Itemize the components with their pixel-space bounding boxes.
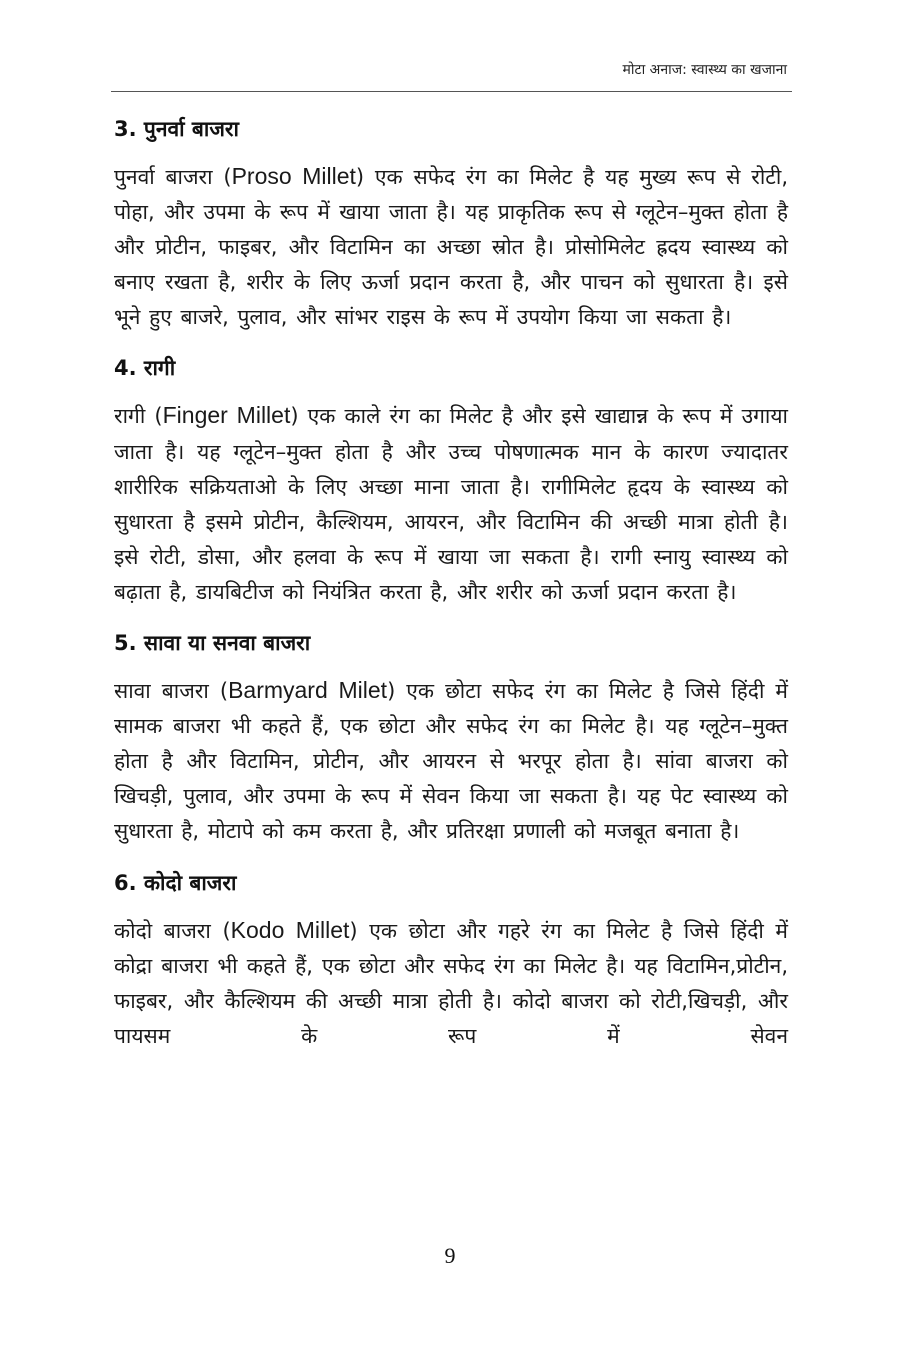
section-title: 6. कोदो बाजरा — [114, 870, 237, 895]
english-term: Proso Millet — [231, 163, 356, 189]
header-rule — [111, 91, 792, 92]
english-term: Kodo Millet — [230, 916, 350, 943]
running-header: मोटा अनाज: स्वास्थ्य का खजाना — [622, 62, 787, 78]
section-title: 5. सावा या सनवा बाजरा — [114, 631, 311, 656]
section-title: 4. रागी — [114, 356, 176, 381]
section-paragraph: रागी (Finger Millet) एक काले रंग का मिलेट है और इसे खाद्यान्न के रूप में उगाया जाता है। यह ग्लूटेन–मुक्त होता है और उच्च पोषणात्मक मान के कारण ज्यादातर शारीरिक सक्रियताओ के लिए अच्छा माना जाता है। रागीमिलेट हृदय के स्वास्थ्य को सुधारता है इसमे प्रोटीन, कैल्शियम, आयरन, और विटामिन की अच्छी मात्रा होती है। इसे रोटी, डोसा, और हलवा के रूप में खाया जा सकता है। रागी स्नायु स्वास्थ्य को बढ़ाता है, डायबिटीज को नियंत्रित करता है, और शरीर को ऊर्जा प्रदान करता है। — [114, 402, 788, 604]
page-number: 9 — [444, 1243, 456, 1268]
section-title: 3. पुनर्वा बाजरा — [114, 117, 239, 141]
section-paragraph: कोदो बाजरा (Kodo Millet) एक छोटा और गहरे रंग का मिलेट है जिसे हिंदी में कोद्रा बाजरा भी कहते हैं, एक छोटा और सफेद रंग का मिलेट है। यह विटामिन,प्रोटीन, फाइबर, और कैल्शियम की अच्छी मात्रा होती है। कोदो बाजरा को रोटी,खिचड़ी, और पायसम के रूप में सेवन — [114, 916, 788, 1048]
section-paragraph: पुनर्वा बाजरा (Proso Millet) एक सफेद रंग का मिलेट है यह मुख्य रूप से रोटी, पोहा, और उपमा के रूप में खाया जाता है। यह प्राकृतिक रूप से ग्लूटेन–मुक्त होता है और प्रोटीन, फाइबर, और विटामिन का अच्छा स्रोत है। प्रोसोमिलेट ह्रदय स्वास्थ्य को बनाए रखता है, शरीर के लिए ऊर्जा प्रदान करता है, और पाचन को सुधारता है। इसे भूने हुए बाजरे, पुलाव, और सांभर राइस के रूप में उपयोग किया जा सकता है। — [114, 163, 788, 330]
english-term: Barmyard Milet — [228, 677, 388, 704]
section-paragraph: सावा बाजरा (Barmyard Milet) एक छोटा सफेद रंग का मिलेट है जिसे हिंदी में सामक बाजरा भी कहते हैं, एक छोटा और सफेद रंग का मिलेट है। यह ग्लूटेन–मुक्त होता है और विटामिन, प्रोटीन, और आयरन से भरपूर होता है। सांवा बाजरा को खिचड़ी, पुलाव, और उपमा के रूप में सेवन किया जा सकता है। यह पेट स्वास्थ्य को सुधारता है, मोटापे को कम करता है, और प्रतिरक्षा प्रणाली को मजबूत बनाता है। — [114, 677, 788, 844]
english-term: Finger Millet — [162, 402, 291, 429]
page-content — [114, 112, 788, 1070]
